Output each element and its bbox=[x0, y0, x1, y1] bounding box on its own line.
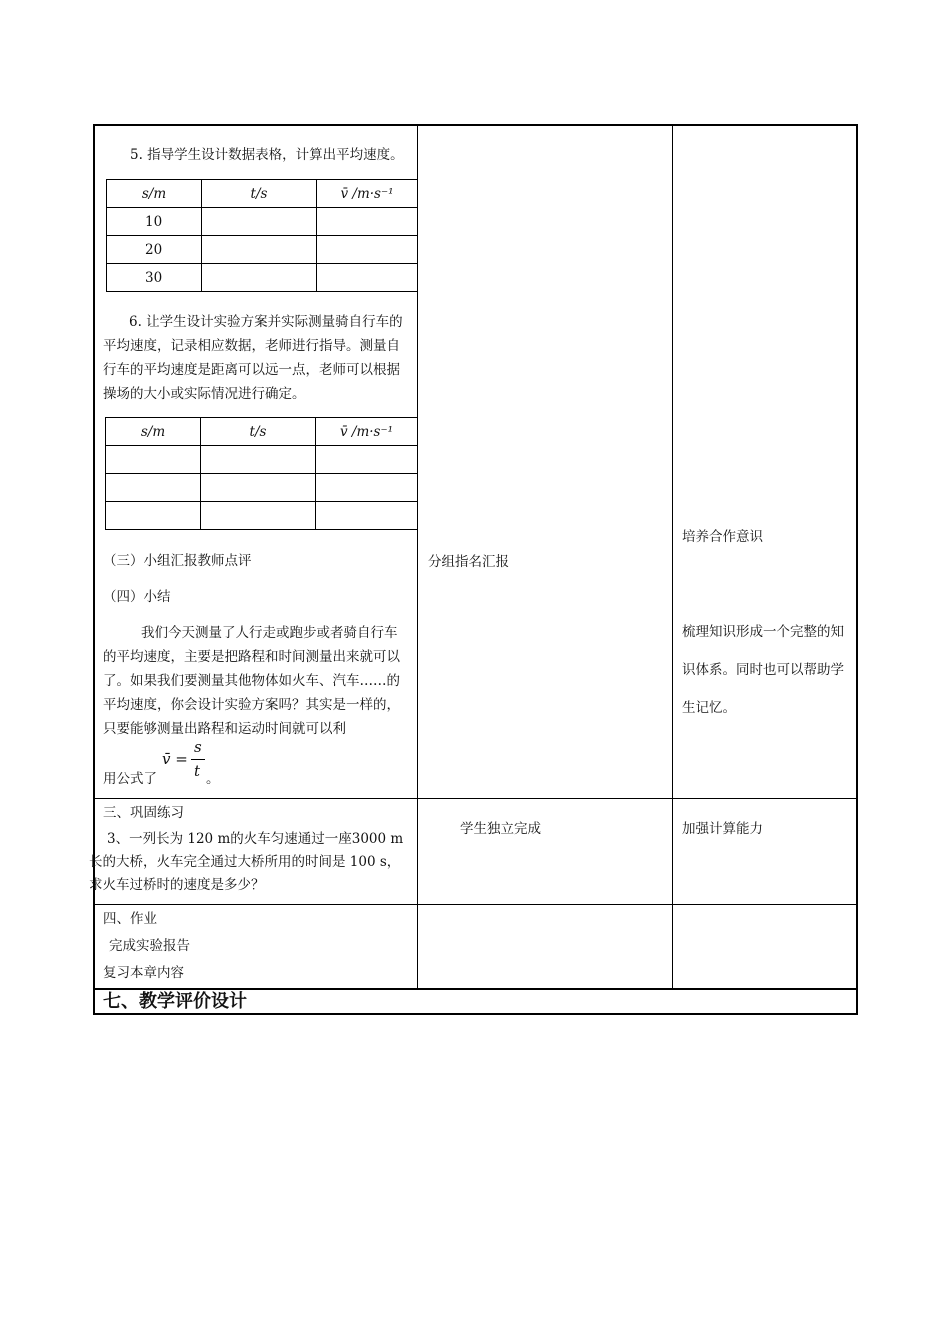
grid-row-divider-1 bbox=[93, 798, 858, 799]
header-distance: s/m bbox=[106, 418, 201, 446]
summary-text: 我们今天测量了人行走或跑步或者骑自行车的平均速度，主要是把路程和时间测量出来就可以了。如果我们要测量其他物体如火车、汽车……的平均速度，你会设计实验方案吗？其实是一样的，只要能够测量出路程和运动时间就可以利 bbox=[103, 625, 400, 737]
homework-heading: 四、作业 bbox=[103, 911, 157, 927]
table-row bbox=[107, 208, 418, 236]
group-report-text: 分组指名汇报 bbox=[428, 554, 509, 570]
formula-suffix: 。 bbox=[206, 771, 220, 787]
table-cell bbox=[201, 446, 316, 474]
item6-text: 6. 让学生设计实验方案并实际测量骑自行车的平均速度，记录相应数据，老师进行指导。测量自行车的平均速度是距离可以远一点，老师可以根据操场的大小或实际情况进行确定。 bbox=[103, 314, 403, 402]
header-time: t/s bbox=[201, 418, 316, 446]
table-cell bbox=[106, 502, 201, 530]
formula-numerator: s bbox=[194, 738, 202, 756]
header-speed: v̄ /m·s⁻¹ bbox=[316, 418, 418, 446]
cooperation-text: 培养合作意识 bbox=[682, 529, 763, 545]
table-cell bbox=[316, 446, 418, 474]
homework-item-2: 复习本章内容 bbox=[103, 965, 184, 981]
item5-text: 5. 指导学生设计数据表格，计算出平均速度。 bbox=[130, 147, 404, 163]
table-cell bbox=[317, 264, 418, 292]
formula-denominator: t bbox=[194, 762, 201, 780]
grid-top bbox=[93, 124, 858, 126]
table-cell bbox=[317, 236, 418, 264]
table-row bbox=[106, 446, 418, 474]
table-cell bbox=[316, 502, 418, 530]
table-cell: 30 bbox=[107, 264, 202, 292]
header-time: t/s bbox=[202, 180, 317, 208]
header-distance: s/m bbox=[107, 180, 202, 208]
exercise-heading: 三、巩固练习 bbox=[103, 805, 184, 821]
table-cell: 10 bbox=[107, 208, 202, 236]
header-speed: v̄ /m·s⁻¹ bbox=[317, 180, 418, 208]
table-row bbox=[106, 502, 418, 530]
formula-lhs: v̄ = bbox=[162, 750, 188, 768]
calc-text: 加强计算能力 bbox=[682, 821, 763, 837]
independent-text: 学生独立完成 bbox=[460, 821, 541, 837]
formula-fraction-bar bbox=[191, 759, 205, 760]
table-header-row bbox=[106, 418, 418, 446]
evaluation-design-heading: 七、教学评价设计 bbox=[103, 991, 247, 1012]
table-cell bbox=[202, 236, 317, 264]
section4-heading: （四）小结 bbox=[103, 589, 171, 605]
grid-right bbox=[856, 124, 858, 1015]
formula-prefix: 用公式了 bbox=[103, 771, 157, 787]
table-row bbox=[106, 474, 418, 502]
table-cell bbox=[316, 474, 418, 502]
exercise-question: 3、一列长为 120 m的火车匀速通过一座3000 m长的大桥，火车完全通过大桥所用的时间是 100 s，求火车过桥时的速度是多少？ bbox=[89, 831, 404, 893]
table-cell bbox=[106, 474, 201, 502]
data-table-1 bbox=[106, 179, 418, 292]
grid-col-divider-2 bbox=[672, 124, 673, 990]
homework-item-1: 完成实验报告 bbox=[109, 938, 190, 954]
table-cell bbox=[202, 208, 317, 236]
grid-row-divider-2 bbox=[93, 904, 858, 905]
table-cell bbox=[106, 446, 201, 474]
table-cell bbox=[317, 208, 418, 236]
summary-goal-text: 梳理知识形成一个完整的知识体系。同时也可以帮助学生记忆。 bbox=[682, 624, 844, 716]
table-header-row bbox=[107, 180, 418, 208]
table-cell bbox=[202, 264, 317, 292]
table-row bbox=[107, 236, 418, 264]
table-row bbox=[107, 264, 418, 292]
section3-heading: （三）小组汇报教师点评 bbox=[103, 553, 252, 569]
table-cell bbox=[201, 474, 316, 502]
table-cell: 20 bbox=[107, 236, 202, 264]
data-table-2 bbox=[105, 417, 418, 530]
table-cell bbox=[201, 502, 316, 530]
